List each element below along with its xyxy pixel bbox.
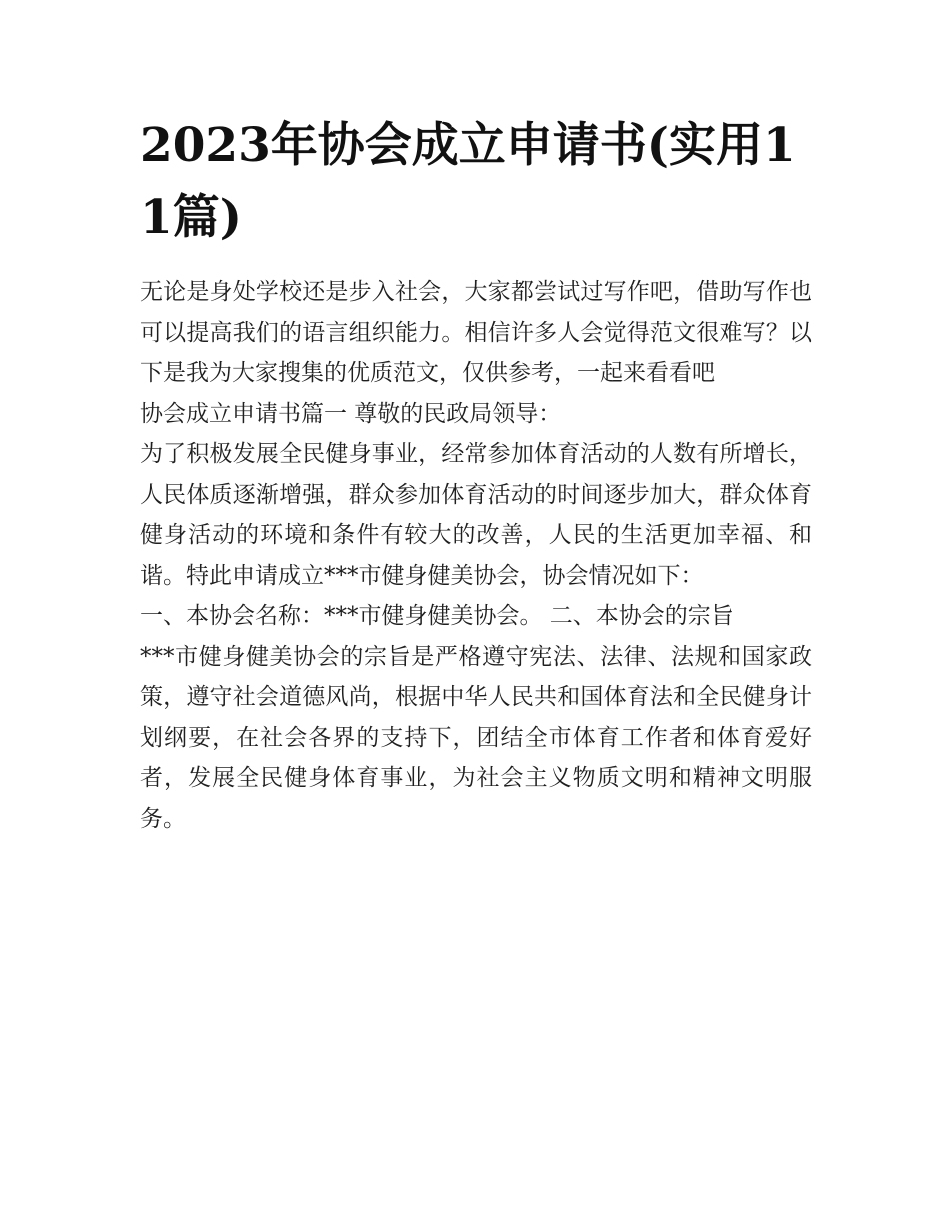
document-title: 2023年协会成立申请书(实用11篇) [140,118,796,245]
body-paragraph: 一、本协会名称：***市健身健美协会。 二、本协会的宗旨 [140,603,734,629]
document-page [140,110,812,839]
section-heading-paragraph: 协会成立申请书篇一 尊敬的民政局领导： [140,400,562,427]
body-paragraph: 为了积极发展全民健身事业，经常参加体育活动的人数有所增长，人民体质逐渐增强，群众参加体育活动的时间逐步加大，群众体育健身活动的环境和条件有较大的改善，人民的生活更加幸福、和谐。特此申请成立***市健身健美协会，协会情况如下： [140,441,812,589]
intro-paragraph: 无论是身处学校还是步入社会，大家都尝试过写作吧，借助写作也可以提高我们的语言组织能力。相信许多人会觉得范文很难写？以下是我为大家搜集的优质范文，仅供参考，一起来看看吧 [140,279,812,386]
body-paragraph: ***市健身健美协会的宗旨是严格遵守宪法、法律、法规和国家政策，遵守社会道德风尚，根据中华人民共和国体育法和全民健身计划纲要，在社会各界的支持下，团结全市体育工作者和体育爱好者，发展全民健身体育事业，为社会主义物质文明和精神文明服务。 [140,643,812,832]
